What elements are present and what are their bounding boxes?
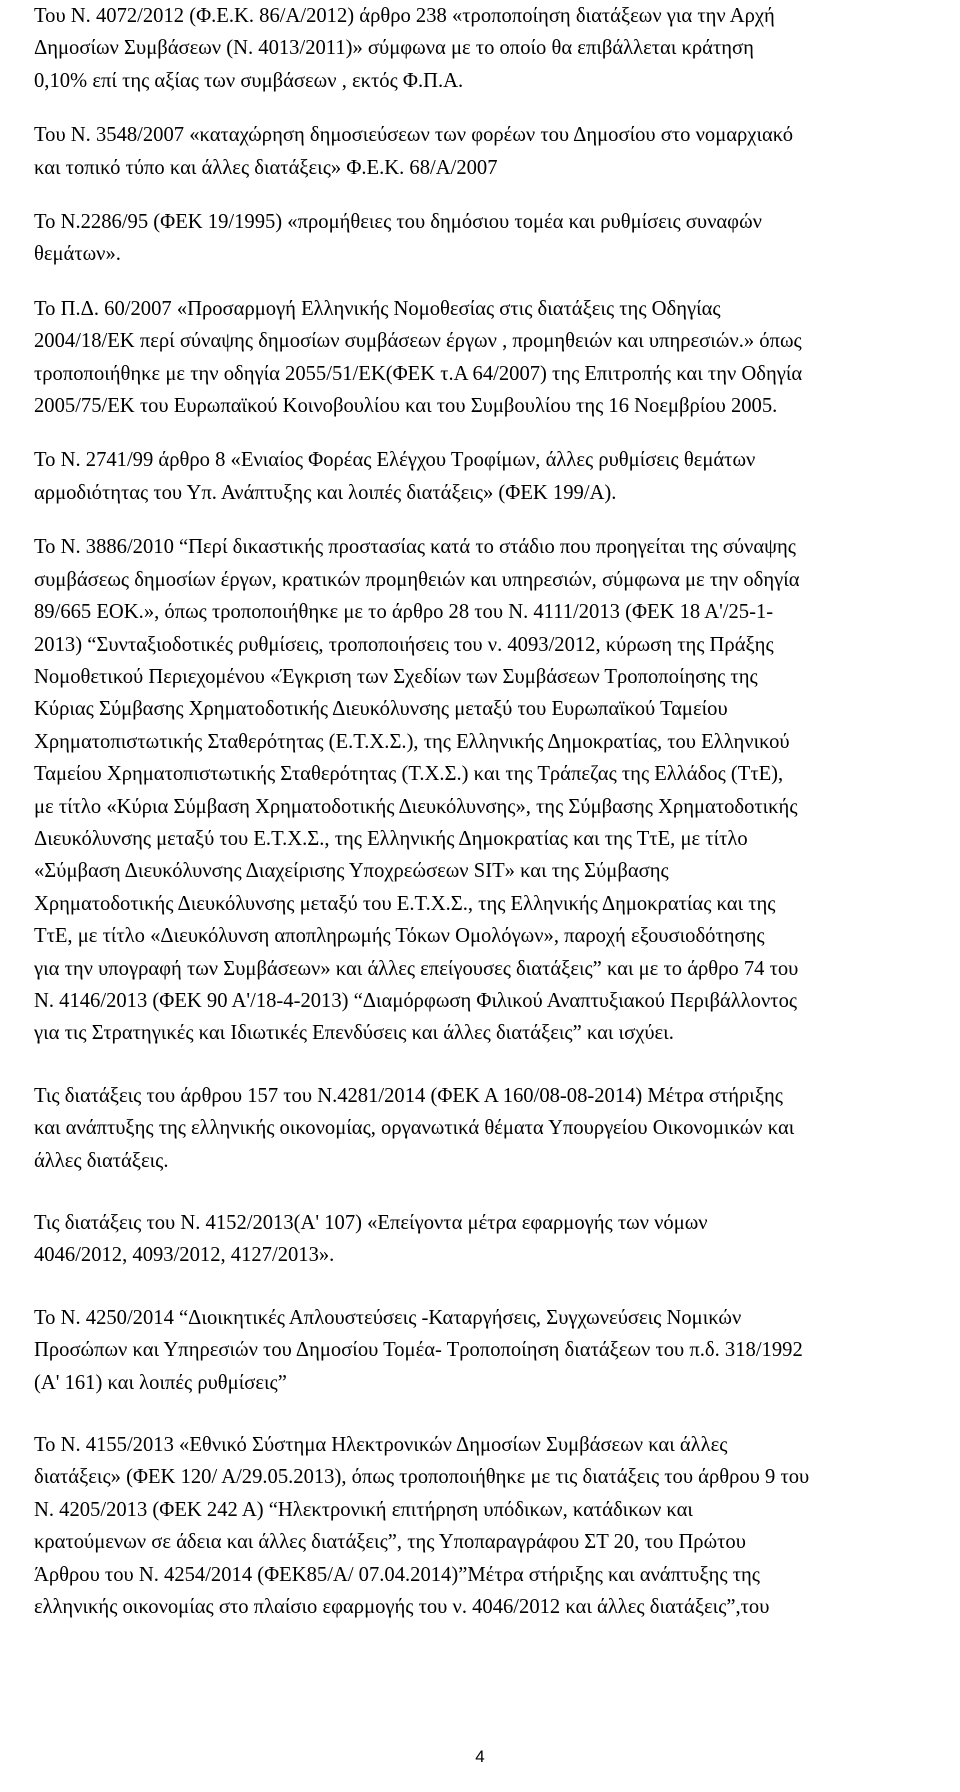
text-line: 4046/2012, 4093/2012, 4127/2013». [34,1244,335,1267]
text-line: Δημοσίων Συμβάσεων (Ν. 4013/2011)» σύμφωνα με το οποίο θα επιβάλλεται κράτηση [34,37,754,60]
text-line: 2005/75/ΕΚ του Ευρωπαϊκού Κοινοβουλίου και του Συμβουλίου της 16 Νοεμβρίου 2005. [34,395,778,418]
paragraph-law-4250-2014 [34,1302,934,1399]
paragraph-law-3548-2007 [34,119,934,184]
text-line: ΤτΕ, με τίτλο «Διευκόλυνση αποπληρωμής Τόκων Ομολόγων», παροχή εξουσιοδότησης [34,925,765,948]
paragraph-gap [34,1050,934,1080]
text-line: Του Ν. 3548/2007 «καταχώρηση δημοσιεύσεων των φορέων του Δημοσίου στο νομαρχιακό [34,124,793,147]
paragraph-gap [34,1272,934,1302]
text-line: Τις διατάξεις του Ν. 4152/2013(Α' 107) «Επείγοντα μέτρα εφαρμογής των νόμων [34,1212,708,1234]
text-line: και τοπικό τύπο και άλλες διατάξεις» Φ.Ε.Κ. 68/Α/2007 [34,156,498,179]
paragraph-gap [34,1177,934,1207]
text-line: (Α' 161) και λοιπές ρυθμίσεις” [34,1371,287,1394]
text-line: 89/665 ΕΟΚ.», όπως τροποποιήθηκε με το άρθρο 28 του Ν. 4111/2013 (ΦΕΚ 18 Α'/25-1- [34,601,774,624]
paragraph-law-4152-2013 [34,1207,934,1272]
text-line: τροποποιήθηκε με την οδηγία 2055/51/ΕΚ(ΦΕΚ τ.Α 64/2007) της Επιτροπής και την Οδηγία [34,362,803,385]
text-line: 2004/18/ΕΚ περί σύναψης δημοσίων συμβάσεων έργων , προμηθειών και υπηρεσιών.» όπως [34,330,802,353]
text-line: για τις Στρατηγικές και Ιδιωτικές Επενδύσεις και άλλες διατάξεις” και ισχύει. [34,1022,674,1045]
text-line: Άρθρου του Ν. 4254/2014 (ΦΕΚ85/Α/ 07.04.2014)”Μέτρα στήριξης και ανάπτυξης της [34,1563,760,1586]
paragraph-gap [34,422,934,444]
text-line: Προσώπων και Υπηρεσιών του Δημοσίου Τομέα- Τροποποίηση διατάξεων του π.δ. 318/1992 [34,1339,803,1362]
paragraph-gap [34,184,934,206]
paragraph-pd-60-2007 [34,293,934,423]
text-line: διατάξεις» (ΦΕΚ 120/ Α/29.05.2013), όπως τροποποιήθηκε με τις διατάξεις του άρθρου 9 του [34,1466,810,1489]
text-line: άλλες διατάξεις. [34,1149,169,1172]
text-line: κρατούμενων σε άδεια και άλλες διατάξεις”, της Υποπαραγράφου ΣΤ 20, του Πρώτου [34,1531,746,1554]
text-line: Του Ν. 4072/2012 (Φ.Ε.Κ. 86/Α/2012) άρθρο 238 «τροποποίηση διατάξεων για την Αρχή [34,5,775,27]
text-line: Χρηματοπιστωτικής Σταθερότητας (Ε.Τ.Χ.Σ.), της Ελληνικής Δημοκρατίας, του Ελληνικού [34,730,790,753]
text-line: Ταμείου Χρηματοπιστωτικής Σταθερότητας (Τ.Χ.Σ.) και της Τράπεζας της Ελλάδος (ΤτΕ), [34,763,784,786]
text-line: Διευκόλυνσης μεταξύ του Ε.Τ.Χ.Σ., της Ελληνικής Δημοκρατίας και της ΤτΕ, με τίτλο [34,827,748,850]
text-line: Τις διατάξεις του άρθρου 157 του Ν.4281/2014 (ΦΕΚ Α 160/08-08-2014) Μέτρα στήριξης [34,1084,783,1107]
text-line: Το Π.Δ. 60/2007 «Προσαρμογή Ελληνικής Νομοθεσίας στις διατάξεις της Οδηγίας [34,297,721,320]
text-line: ελληνικής οικονομίας στο πλαίσιο εφαρμογής του ν. 4046/2012 και άλλες διατάξεις”,του [34,1596,770,1619]
text-line: Το Ν. 4250/2014 “Διοικητικές Απλουστεύσεις -Καταργήσεις, Συγχωνεύσεις Νομικών [34,1306,742,1329]
text-line: με τίτλο «Κύρια Σύμβαση Χρηματοδοτικής Διευκόλυνσης», της Σύμβασης Χρηματοδοτικής [34,795,798,818]
text-line: Νομοθετικού Περιεχομένου «Έγκριση των Σχεδίων των Συμβάσεων Τροποποίησης της [34,665,758,688]
paragraph-law-2286-95 [34,206,934,271]
paragraph-gap [34,509,934,531]
text-line: Χρηματοδοτικής Διευκόλυνσης μεταξύ του Ε.Τ.Χ.Σ., της Ελληνικής Δημοκρατίας και της [34,892,776,915]
text-line: 0,10% επί της αξίας των συμβάσεων , εκτός Φ.Π.Α. [34,69,464,92]
page-number: 4 [475,1747,485,1766]
paragraph-law-4281-2014 [34,1080,934,1177]
document-body [34,0,934,1623]
text-line: Κύριας Σύμβασης Χρηματοδοτικής Διευκόλυνσης μεταξύ του Ευρωπαϊκού Ταμείου [34,698,728,721]
paragraph-gap [34,271,934,293]
text-line: αρμοδιότητας του Υπ. Ανάπτυξης και λοιπές διατάξεις» (ΦΕΚ 199/Α). [34,481,617,504]
text-line: «Σύμβαση Διευκόλυνσης Διαχείρισης Υποχρεώσεων SIT» και της Σύμβασης [34,860,669,883]
paragraph-gap [34,1399,934,1429]
paragraph-law-3886-2010 [34,531,934,1050]
text-line: Το Ν. 3886/2010 “Περί δικαστικής προστασίας κατά το στάδιο που προηγείται της σύναψης [34,536,796,559]
text-line: συμβάσεως δημοσίων έργων, κρατικών προμηθειών και υπηρεσιών, σύμφωνα με την οδηγία [34,568,800,591]
text-line: θεμάτων». [34,243,121,266]
text-line: Το Ν. 4155/2013 «Εθνικό Σύστημα Ηλεκτρονικών Δημοσίων Συμβάσεων και άλλες [34,1434,728,1457]
text-line: Το Ν.2286/95 (ΦΕΚ 19/1995) «προμήθειες του δημόσιου τομέα και ρυθμίσεις συναφών [34,211,762,234]
text-line: Ν. 4146/2013 (ΦΕΚ 90 Α'/18-4-2013) “Διαμόρφωση Φιλικού Αναπτυξιακού Περιβάλλοντος [34,989,798,1012]
paragraph-law-2741-99 [34,444,934,509]
text-line: για την υπογραφή των Συμβάσεων» και άλλες επείγουσες διατάξεις” και με το άρθρο 74 του [34,957,799,980]
text-line: Ν. 4205/2013 (ΦΕΚ 242 Α) “Ηλεκτρονική επιτήρηση υπόδικων, κατάδικων και [34,1498,693,1521]
text-line: Το Ν. 2741/99 άρθρο 8 «Ενιαίος Φορέας Ελέγχου Τροφίμων, άλλες ρυθμίσεις θεμάτων [34,449,756,472]
text-line: και ανάπτυξης της ελληνικής οικονομίας, οργανωτικά θέματα Υπουργείου Οικονομικών και [34,1117,795,1140]
text-line: 2013) “Συνταξιοδοτικές ρυθμίσεις, τροποποιήσεις του ν. 4093/2012, κύρωση της Πράξης [34,633,774,656]
paragraph-law-4072-2012 [34,0,934,97]
paragraph-gap [34,97,934,119]
paragraph-law-4155-2013 [34,1429,934,1623]
